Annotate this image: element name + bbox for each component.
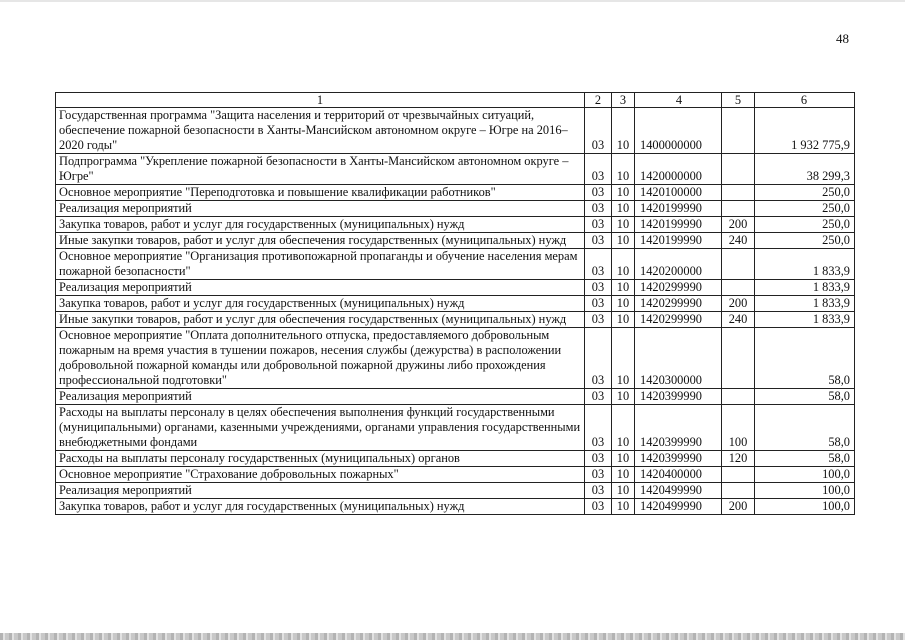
row-expense-type-cell [722,201,755,217]
row-amount-cell: 58,0 [755,389,855,405]
row-name-cell: Основное мероприятие "Организация противопожарной пропаганды и обучение населения мерам пожарной безопасности" [56,249,585,280]
row-subsection-cell: 10 [612,154,635,185]
row-amount-cell: 250,0 [755,185,855,201]
row-amount-cell: 1 932 775,9 [755,108,855,154]
table-row [56,451,855,467]
row-expense-type-cell [722,108,755,154]
row-subsection-cell: 10 [612,499,635,515]
row-target-code-cell: 1420499990 [635,499,722,515]
row-expense-type-cell [722,280,755,296]
row-name-cell: Иные закупки товаров, работ и услуг для обеспечения государственных (муниципальных) нужд [56,233,585,249]
row-expense-type-cell: 200 [722,217,755,233]
row-amount-cell: 1 833,9 [755,296,855,312]
row-subsection-cell: 10 [612,249,635,280]
row-amount-cell: 38 299,3 [755,154,855,185]
row-subsection-cell: 10 [612,296,635,312]
column-header-1: 1 [56,93,585,108]
row-name-cell: Закупка товаров, работ и услуг для государственных (муниципальных) нужд [56,296,585,312]
row-name-cell: Реализация мероприятий [56,201,585,217]
row-target-code-cell: 1420299990 [635,280,722,296]
table-row [56,499,855,515]
row-amount-cell: 58,0 [755,405,855,451]
row-target-code-cell: 1420200000 [635,249,722,280]
row-target-code-cell: 1420299990 [635,312,722,328]
row-amount-cell: 100,0 [755,499,855,515]
row-name-cell: Основное мероприятие "Страхование добровольных пожарных" [56,467,585,483]
row-name-cell: Расходы на выплаты персоналу государственных (муниципальных) органов [56,451,585,467]
row-name-cell: Реализация мероприятий [56,280,585,296]
table-row [56,328,855,389]
table-row [56,233,855,249]
row-section-cell: 03 [585,201,612,217]
row-subsection-cell: 10 [612,201,635,217]
row-expense-type-cell [722,483,755,499]
row-section-cell: 03 [585,280,612,296]
column-header-5: 5 [722,93,755,108]
row-amount-cell: 1 833,9 [755,312,855,328]
row-section-cell: 03 [585,296,612,312]
table-row [56,185,855,201]
row-target-code-cell: 1420199990 [635,233,722,249]
row-target-code-cell: 1420199990 [635,217,722,233]
table-row [56,483,855,499]
row-expense-type-cell: 200 [722,296,755,312]
row-name-cell: Основное мероприятие "Переподготовка и повышение квалификации работников" [56,185,585,201]
row-name-cell: Реализация мероприятий [56,389,585,405]
page-number: 48 [836,31,849,46]
row-subsection-cell: 10 [612,185,635,201]
row-expense-type-cell [722,467,755,483]
row-name-cell: Реализация мероприятий [56,483,585,499]
row-section-cell: 03 [585,405,612,451]
row-name-cell: Расходы на выплаты персоналу в целях обеспечения выполнения функций государственными (муниципальными) органами, казенными учреждениями, органами управления государственными внебюджетными фондами [56,405,585,451]
row-subsection-cell: 10 [612,233,635,249]
budget-table-body [56,93,855,515]
row-target-code-cell: 1420399990 [635,405,722,451]
row-section-cell: 03 [585,249,612,280]
table-row [56,201,855,217]
table-row [56,154,855,185]
row-amount-cell: 1 833,9 [755,249,855,280]
row-section-cell: 03 [585,312,612,328]
row-section-cell: 03 [585,467,612,483]
row-target-code-cell: 1420399990 [635,451,722,467]
column-header-2: 2 [585,93,612,108]
row-name-cell: Закупка товаров, работ и услуг для государственных (муниципальных) нужд [56,217,585,233]
row-name-cell: Государственная программа "Защита населения и территорий от чрезвычайных ситуаций, обеспечение пожарной безопасности в Ханты-Мансийском автономном округе – Югре на 2016–2020 годы" [56,108,585,154]
row-section-cell: 03 [585,233,612,249]
row-subsection-cell: 10 [612,389,635,405]
row-amount-cell: 250,0 [755,233,855,249]
column-header-4: 4 [635,93,722,108]
row-expense-type-cell [722,389,755,405]
column-header-3: 3 [612,93,635,108]
row-subsection-cell: 10 [612,451,635,467]
table-row [56,280,855,296]
table-row [56,217,855,233]
scan-bottom-edge [0,633,905,640]
table-row [56,467,855,483]
row-amount-cell: 100,0 [755,483,855,499]
row-target-code-cell: 1400000000 [635,108,722,154]
scan-top-edge [0,0,905,2]
row-expense-type-cell [722,249,755,280]
row-section-cell: 03 [585,499,612,515]
row-amount-cell: 58,0 [755,328,855,389]
row-subsection-cell: 10 [612,217,635,233]
row-target-code-cell: 1420199990 [635,201,722,217]
row-subsection-cell: 10 [612,328,635,389]
row-expense-type-cell: 120 [722,451,755,467]
row-section-cell: 03 [585,389,612,405]
row-section-cell: 03 [585,328,612,389]
row-subsection-cell: 10 [612,405,635,451]
row-target-code-cell: 1420100000 [635,185,722,201]
row-subsection-cell: 10 [612,483,635,499]
row-expense-type-cell [722,154,755,185]
row-subsection-cell: 10 [612,280,635,296]
row-amount-cell: 250,0 [755,217,855,233]
row-expense-type-cell: 240 [722,233,755,249]
row-expense-type-cell [722,185,755,201]
row-name-cell: Закупка товаров, работ и услуг для государственных (муниципальных) нужд [56,499,585,515]
row-section-cell: 03 [585,217,612,233]
row-target-code-cell: 1420399990 [635,389,722,405]
row-amount-cell: 1 833,9 [755,280,855,296]
row-amount-cell: 58,0 [755,451,855,467]
row-expense-type-cell [722,328,755,389]
row-section-cell: 03 [585,451,612,467]
table-row [56,312,855,328]
row-section-cell: 03 [585,185,612,201]
row-section-cell: 03 [585,483,612,499]
row-name-cell: Основное мероприятие "Оплата дополнительного отпуска, предоставляемого добровольным пожарным на время участия в тушении пожаров, несения службы (дежурства) в расположении добровольной пожарной команды или добровольной пожарной дружины либо прохождения профессиональной подготовки" [56,328,585,389]
row-subsection-cell: 10 [612,312,635,328]
row-target-code-cell: 1420000000 [635,154,722,185]
row-target-code-cell: 1420499990 [635,483,722,499]
row-target-code-cell: 1420299990 [635,296,722,312]
row-section-cell: 03 [585,154,612,185]
header-row [56,93,855,108]
row-expense-type-cell: 240 [722,312,755,328]
row-name-cell: Подпрограмма "Укрепление пожарной безопасности в Ханты-Мансийском автономном округе – Югре" [56,154,585,185]
table-row [56,389,855,405]
table-row [56,108,855,154]
column-header-6: 6 [755,93,855,108]
row-target-code-cell: 1420300000 [635,328,722,389]
row-section-cell: 03 [585,108,612,154]
row-subsection-cell: 10 [612,108,635,154]
budget-table [55,92,855,515]
table-row [56,249,855,280]
row-target-code-cell: 1420400000 [635,467,722,483]
row-amount-cell: 100,0 [755,467,855,483]
row-subsection-cell: 10 [612,467,635,483]
row-name-cell: Иные закупки товаров, работ и услуг для обеспечения государственных (муниципальных) нужд [56,312,585,328]
table-row [56,296,855,312]
table-row [56,405,855,451]
row-expense-type-cell: 200 [722,499,755,515]
row-amount-cell: 250,0 [755,201,855,217]
row-expense-type-cell: 100 [722,405,755,451]
